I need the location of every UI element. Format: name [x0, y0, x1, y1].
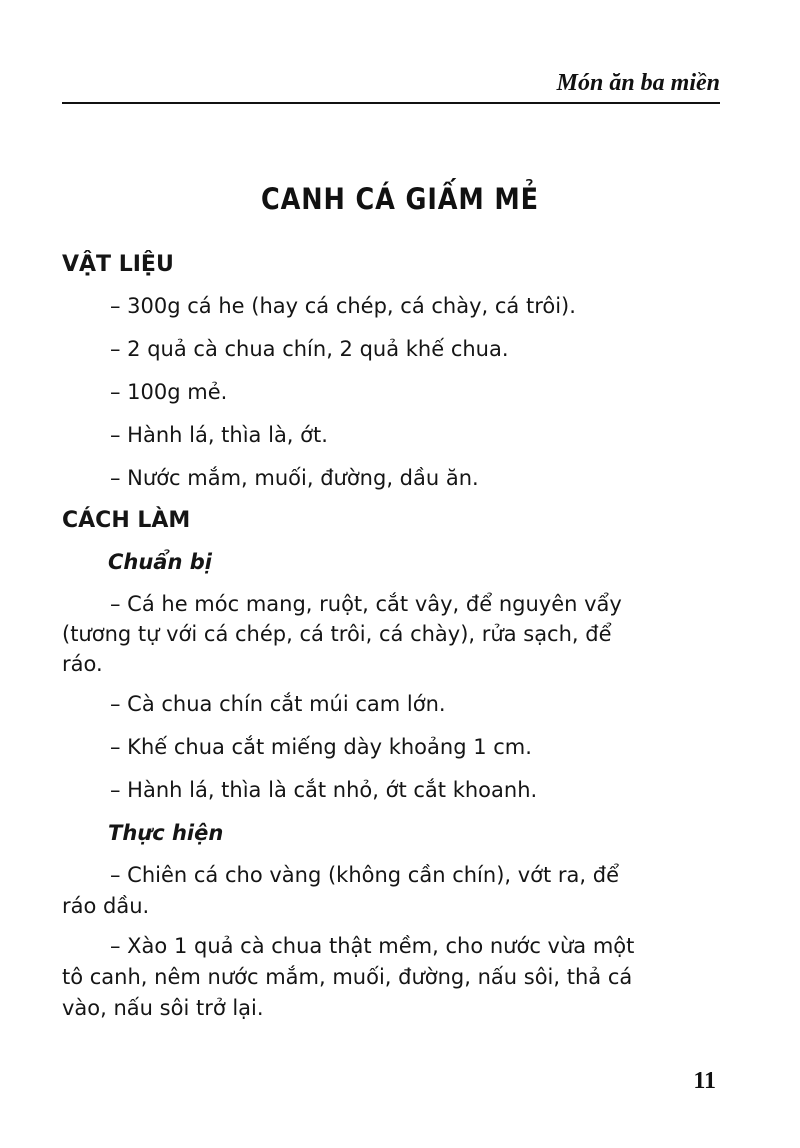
page-header — [62, 68, 720, 102]
cook-heading: Thực hiện — [108, 821, 224, 845]
prep-step-line: ráo. — [62, 652, 103, 676]
ingredient-item: – Nước mắm, muối, đường, dầu ăn. — [110, 466, 479, 490]
cook-step-line: ráo dầu. — [62, 894, 150, 918]
running-header-title: Món ăn ba miền — [556, 70, 720, 96]
page-number: 11 — [693, 1068, 716, 1094]
prep-step-line: – Khế chua cắt miếng dày khoảng 1 cm. — [110, 735, 532, 759]
cook-step-line: – Xào 1 quả cà chua thật mềm, cho nước vừa một — [110, 934, 635, 958]
cook-step-line: – Chiên cá cho vàng (không cần chín), vớt ra, để — [110, 863, 620, 887]
ingredients-heading: VẬT LIỆU — [62, 252, 174, 277]
header-rule — [62, 102, 720, 104]
ingredient-item: – 300g cá he (hay cá chép, cá chày, cá trôi). — [110, 294, 576, 318]
ingredient-item: – 100g mẻ. — [110, 380, 228, 404]
prep-step-line: – Hành lá, thìa là cắt nhỏ, ớt cắt khoanh. — [110, 778, 538, 802]
ingredient-item: – 2 quả cà chua chín, 2 quả khế chua. — [110, 337, 509, 361]
ingredient-item: – Hành lá, thìa là, ớt. — [110, 423, 328, 447]
recipe-title: CANH CÁ GIẤM MẺ — [261, 182, 539, 216]
prep-step-line: (tương tự với cá chép, cá trôi, cá chày), rửa sạch, để — [62, 622, 612, 646]
prep-step-line: – Cà chua chín cắt múi cam lớn. — [110, 692, 446, 716]
method-heading: CÁCH LÀM — [62, 508, 191, 533]
prep-step-line: – Cá he móc mang, ruột, cắt vây, để nguyên vẩy — [110, 592, 622, 616]
prep-heading: Chuẩn bị — [108, 550, 212, 574]
cook-step-line: vào, nấu sôi trở lại. — [62, 996, 264, 1020]
cook-step-line: tô canh, nêm nước mắm, muối, đường, nấu sôi, thả cá — [62, 965, 633, 989]
